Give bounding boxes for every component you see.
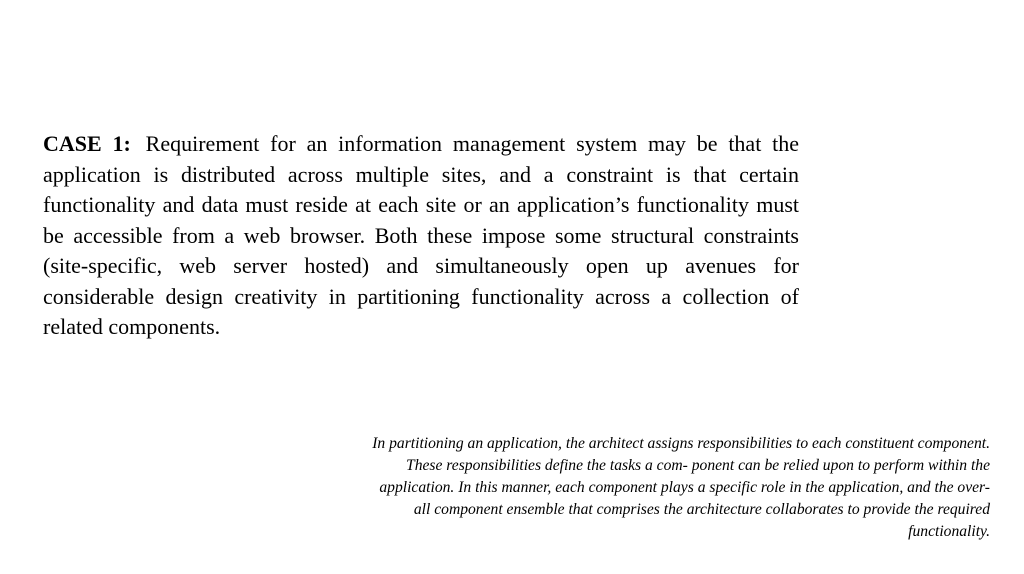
italic-note bbox=[210, 433, 990, 543]
case-label: CASE 1: bbox=[43, 131, 131, 156]
note-line: In partitioning an application, the architect assigns responsibilities to each constituent component. bbox=[372, 435, 990, 452]
note-line: These responsibilities define the tasks a com- ponent can be relied upon to perform within the bbox=[406, 457, 990, 474]
note-line: application. In this manner, each component plays a specific role in the application, and the over- bbox=[379, 479, 990, 496]
note-line: all component ensemble that comprises the architecture collaborates to provide the required bbox=[413, 501, 990, 518]
case-paragraph bbox=[43, 129, 799, 343]
note-line: functionality. bbox=[908, 523, 990, 540]
case-text: Requirement for an information management system may be that the application is distributed across multiple sites, and a constraint is that certain functionality and data must reside at each site or an application’s functionality must be accessible from a web browser. Both these impose some structural constraints (site-specific, web server hosted) and simultaneously open up avenues for considerable design creativity in partitioning functionality across a collection of related components. bbox=[43, 131, 800, 339]
